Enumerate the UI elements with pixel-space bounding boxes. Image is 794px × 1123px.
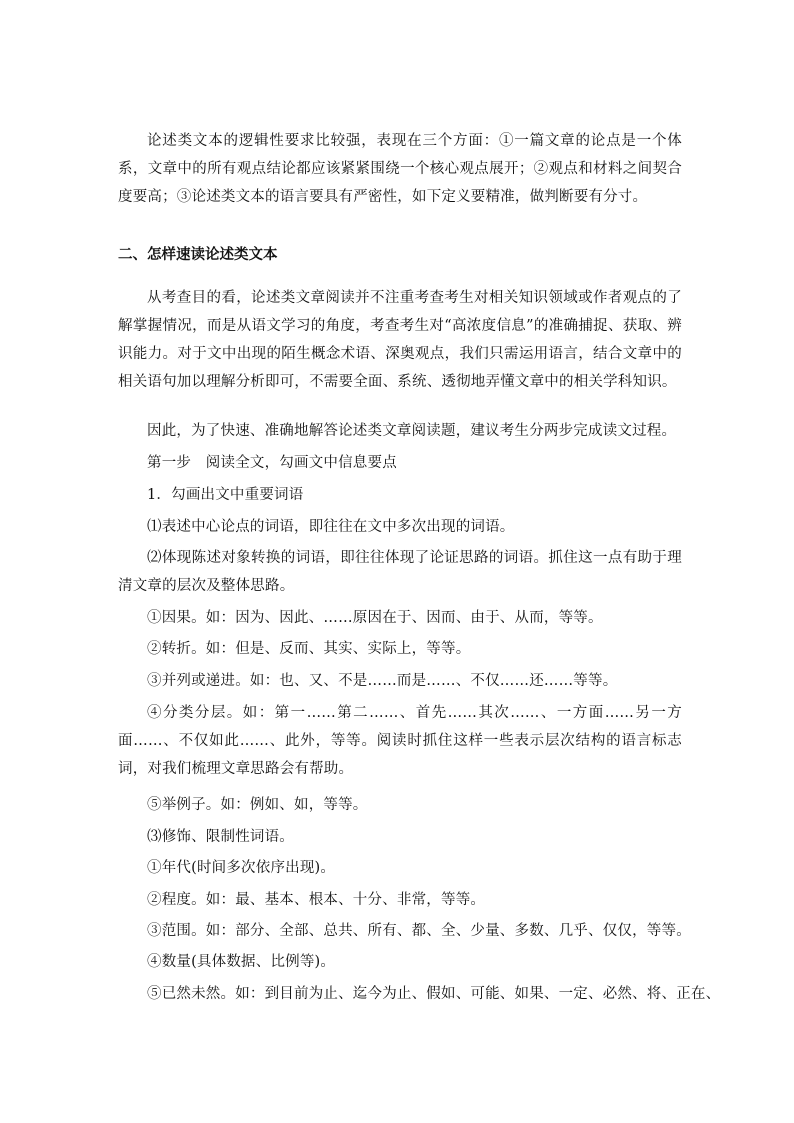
modifier-era: ①年代(时间多次依序出现)。 bbox=[147, 860, 336, 876]
item-1-3: ⑶修饰、限制性词语。 bbox=[147, 829, 294, 845]
category-cause: ①因果。如：因为、因此、……原因在于、因而、由于、从而，等等。 bbox=[147, 610, 603, 626]
item-1-2: ⑵体现陈述对象转换的词语，即往往体现了论证思路的词语。抓住这一点有助于理清文章的层次及整体思路。 bbox=[118, 550, 682, 594]
modifier-degree: ②程度。如：最、基本、根本、十分、非常，等等。 bbox=[147, 892, 486, 908]
category-layers: ④分类分层。如：第一……第二……、首先……其次……、一方面……另一方面……、不仅如此……、此外，等等。阅读时抓住这样一些表示层次结构的语言标志词，对我们梳理文章思路会有帮助。 bbox=[118, 705, 682, 777]
modifier-scope: ③范围。如：部分、全部、总共、所有、都、全、少量、多数、几乎、仅仅，等等。 bbox=[147, 923, 691, 939]
category-parallel: ③并列或递进。如：也、又、不是……而是……、不仅……还……等等。 bbox=[147, 673, 618, 689]
item-1-heading: 1．勾画出文中重要词语 bbox=[147, 487, 304, 503]
section-heading: 二、怎样速读论述类文本 bbox=[118, 247, 278, 263]
intro-paragraph: 论述类文本的逻辑性要求比较强，表现在三个方面：①一篇文章的论点是一个体系，文章中的所有观点结论都应该紧紧围绕一个核心观点展开；②观点和材料之间契合度要高；③论述类文本的语言要具有严密性，如下定义要精准，做判断要有分寸。 bbox=[118, 133, 682, 205]
modifier-quantity: ④数量(具体数据、比例等)。 bbox=[147, 954, 336, 970]
paragraph-two-steps: 因此，为了快速、准确地解答论述类文章阅读题，建议考生分两步完成读文过程。 bbox=[147, 423, 677, 439]
item-1-1: ⑴表述中心论点的词语，即往往在文中多次出现的词语。 bbox=[147, 519, 515, 535]
modifier-realis: ⑤已然未然。如：到目前为止、迄今为止、假如、可能、如果、一定、必然、将、正在、 bbox=[147, 986, 721, 1002]
category-example: ⑤举例子。如：例如、如，等等。 bbox=[147, 797, 368, 813]
category-turn: ②转折。如：但是、反而、其实、实际上，等等。 bbox=[147, 641, 471, 657]
step-one-heading: 第一步 阅读全文，勾画文中信息要点 bbox=[147, 455, 397, 471]
paragraph-purpose: 从考查目的看，论述类文章阅读并不注重考查考生对相关知识领域或作者观点的了解掌握情况，而是从语文学习的角度，考查考生对“高浓度信息”的准确捕捉、获取、辨识能力。对于文中出现的陌生概念术语、深奥观点，我们只需运用语言，结合文章中的相关语句加以理解分析即可，不需要全面、系统、透彻地弄懂文章中的相关学科知识。 bbox=[118, 290, 682, 390]
